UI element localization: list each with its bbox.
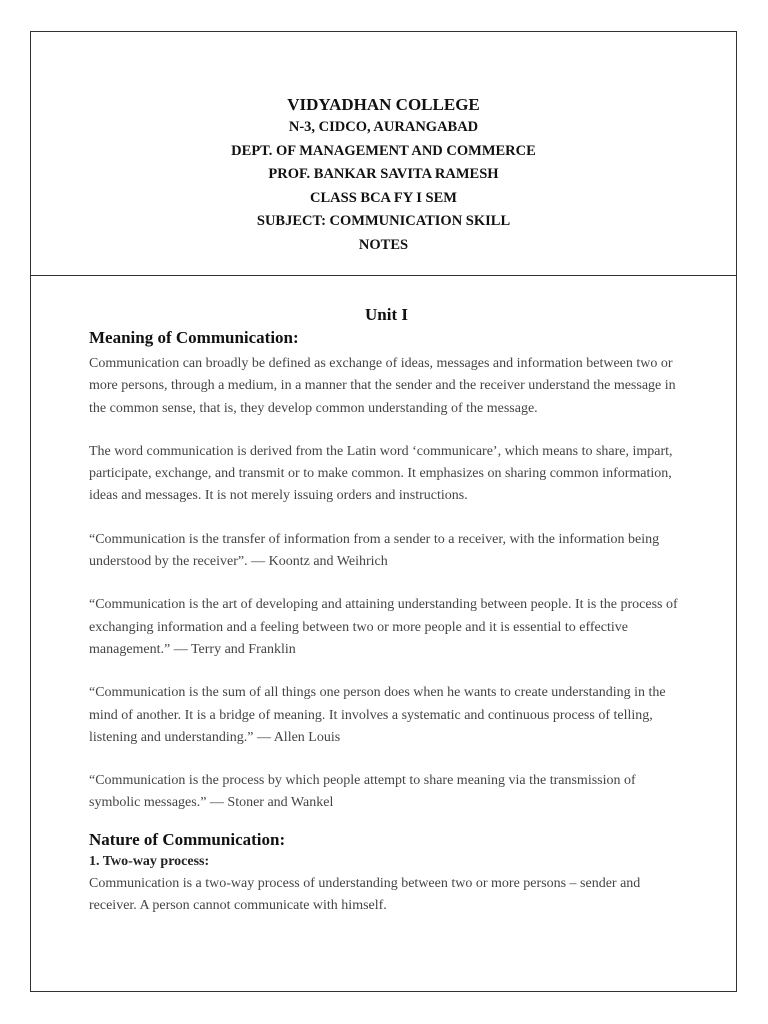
- document-header: [31, 32, 736, 276]
- two-way-text: Communication is a two-way process of understanding between two or more persons – sender and receiver. A person cannot communicate with himself.: [89, 875, 641, 914]
- paragraph-etymology: The word communication is derived from the Latin word ‘communicare’, which means to share, impart, participate, exchange, and transmit or to make common. It emphasizes on sharing common information, ideas and messages. It is not merely issuing orders and instructions.: [89, 443, 673, 504]
- quote-stoner: “Communication is the process by which people attempt to share meaning via the transmission of symbolic messages.” — Stoner and Wankel: [89, 773, 636, 811]
- unit-title: Unit I: [365, 305, 408, 324]
- department-name: DEPT. OF MANAGEMENT AND COMMERCE: [231, 142, 536, 159]
- header-lines: [31, 94, 736, 257]
- quote-terry: “Communication is the art of developing and attaining understanding between people. It is the process of exchanging information and a feeling between two or more people and it is essential to effective management.” — Terry and Franklin: [89, 597, 678, 657]
- nature-heading: Nature of Communication:: [89, 829, 286, 849]
- quote-koontz: “Communication is the transfer of information from a sender to a receiver, with the information being understood by the receiver”. — Koontz and Weihrich: [89, 531, 660, 570]
- class-name: CLASS BCA FY I SEM: [310, 189, 457, 206]
- college-name: VIDYADHAN COLLEGE: [287, 95, 480, 114]
- notes-label: NOTES: [358, 236, 409, 253]
- college-address: N-3, CIDCO, AURANGABAD: [288, 119, 479, 135]
- quote-allen: “Communication is the sum of all things one person does when he wants to create understanding in the mind of another. It is a bridge of meaning. It involves a systematic and continuous process of telling, listening and understanding.” — Allen Louis: [89, 685, 666, 745]
- paragraph-definition: Communication can broadly be defined as exchange of ideas, messages and information between two or more persons, through a medium, in a manner that the sender and the receiver understand the message in the common sense, that is, they develop common understanding of the message.: [89, 356, 676, 416]
- subject-name: SUBJECT: COMMUNICATION SKILL: [256, 213, 511, 229]
- document-body: [89, 303, 684, 917]
- two-way-heading: 1. Two-way process:: [89, 853, 210, 869]
- meaning-heading: Meaning of Communication:: [89, 328, 299, 347]
- professor-name: PROF. BANKAR SAVITA RAMESH: [268, 166, 499, 182]
